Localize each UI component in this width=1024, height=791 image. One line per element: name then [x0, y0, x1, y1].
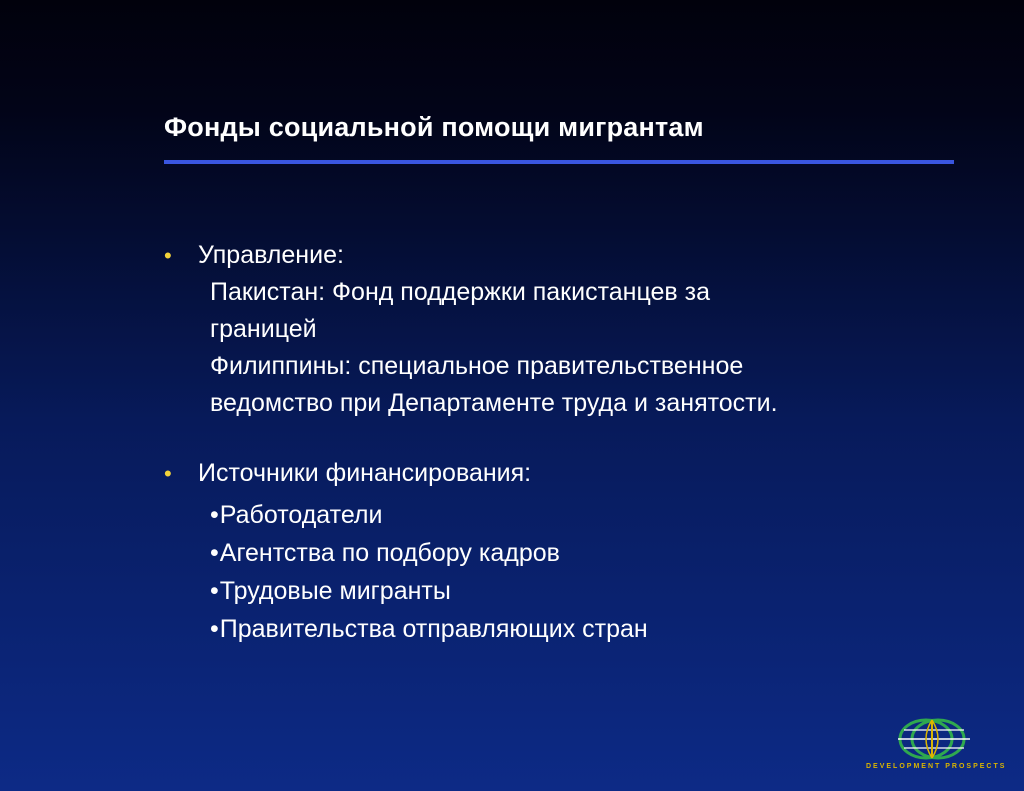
list-item-label: Работодатели: [219, 501, 383, 529]
sub-bullet-marker: •: [210, 501, 219, 529]
section-body: [210, 274, 924, 422]
bullet-marker: •: [164, 243, 172, 268]
list-item-label: Правительства отправляющих стран: [219, 615, 648, 643]
title-underline: [164, 160, 954, 164]
body-line: ведомство при Департаменте труда и занятости.: [210, 389, 778, 417]
bullet-marker: •: [164, 461, 172, 486]
sub-bullet-marker: •: [210, 577, 219, 605]
body-line: границей: [210, 315, 317, 343]
sub-bullet-marker: •: [210, 539, 219, 567]
list-item-label: Трудовые мигранты: [219, 577, 451, 605]
section-heading: Управление:: [198, 241, 344, 269]
list-item: [210, 610, 924, 648]
list-item: [210, 496, 924, 534]
logo-wordmark: DEVELOPMENT PROSPECTS: [866, 763, 1007, 770]
bullet-section-management: [164, 237, 924, 422]
globe-icon: [890, 712, 1010, 782]
list-item-label: Агентства по подбору кадров: [219, 539, 560, 567]
list-item: [210, 572, 924, 610]
body-line: Филиппины: специальное правительственное: [210, 352, 744, 380]
section-heading: Источники финансирования:: [198, 459, 532, 487]
list-item: [210, 534, 924, 572]
sub-bullet-marker: •: [210, 615, 219, 643]
slide-title: Фонды социальной помощи мигрантам: [164, 112, 704, 142]
bullet-section-funding: [164, 455, 924, 648]
body-line: Пакистан: Фонд поддержки пакистанцев за: [210, 278, 710, 306]
